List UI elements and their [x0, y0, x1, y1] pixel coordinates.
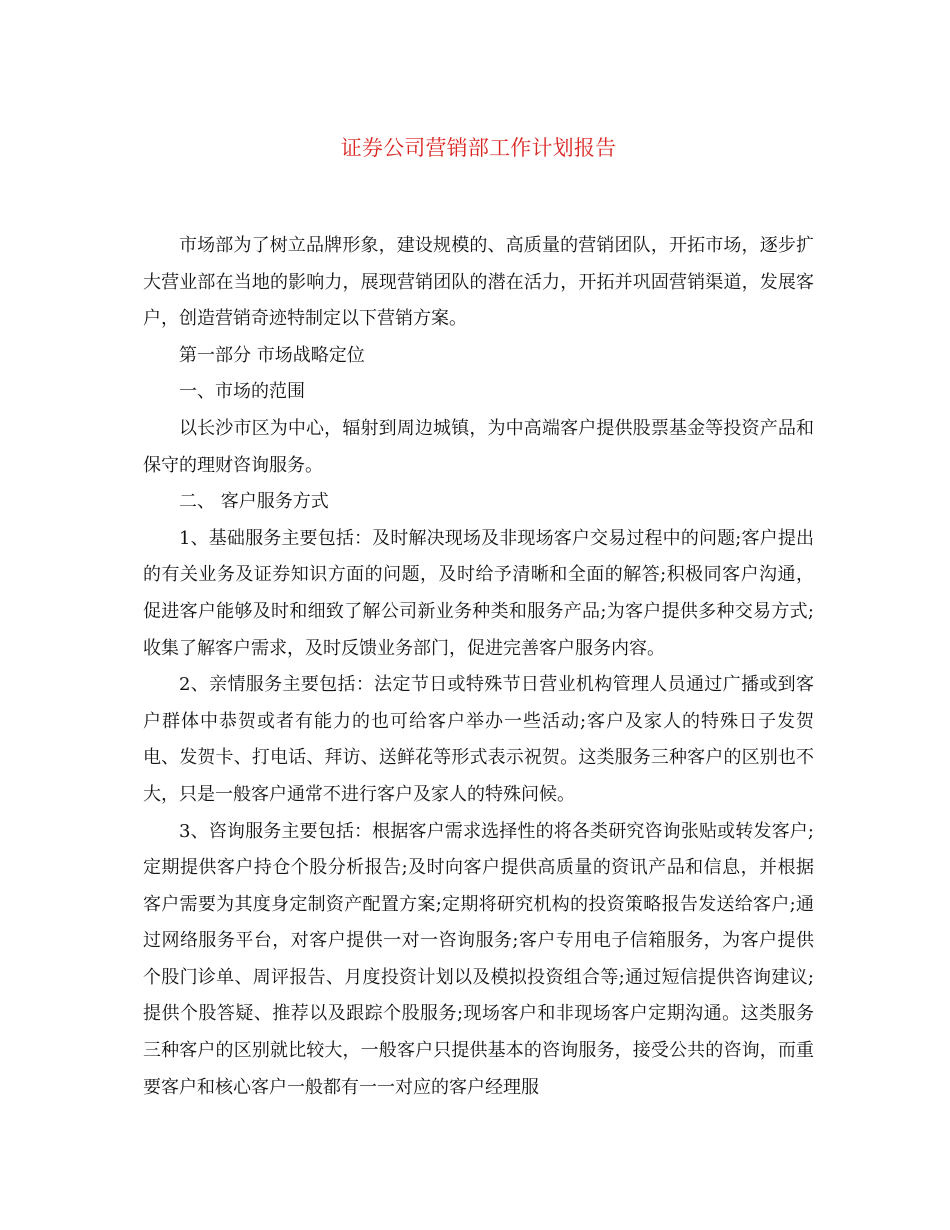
paragraph-section-two-heading: 二、 客户服务方式	[179, 491, 329, 513]
paragraph-basic-service: 1、基础服务主要包括：及时解决现场及非现场客户交易过程中的问题;客户提出的有关业务及证券知识方面的问题，及时给予清晰和全面的解答;积极同客户沟通，促进客户能够及时和细致了解公司新业务种类和服务产品;为客户提供多种交易方式;收集了解客户需求，及时反馈业务部门，促进完善客户服务内容。	[143, 527, 814, 659]
document-title: 证券公司营销部工作计划报告	[340, 136, 617, 160]
paragraph-family-service: 2、亲情服务主要包括：法定节日或特殊节日营业机构管理人员通过广播或到客户群体中恭贺或者有能力的也可给客户举办一些活动;客户及家人的特殊日子发贺电、发贺卡、打电话、拜访、送鲜花等形式表示祝贺。这类服务三种客户的区别也不大，只是一般客户通常不进行客户及家人的特殊问候。	[143, 674, 814, 805]
paragraph-consulting-service: 3、咨询服务主要包括：根据客户需求选择性的将各类研究咨询张贴或转发客户;定期提供客户持仓个股分析报告;及时向客户提供高质量的资讯产品和信息，并根据客户需要为其度身定制资产配置方案;定期将研究机构的投资策略报告发送给客户;通过网络服务平台，对客户提供一对一咨询服务;客户专用电子信箱服务，为客户提供个股门诊单、周评报告、月度投资计划以及模拟投资组合等;通过短信提供咨询建议;提供个股答疑、推荐以及跟踪个股服务;现场客户和非现场客户定期沟通。这类服务三种客户的区别就比较大，一般客户只提供基本的咨询服务，接受公共的咨询，而重要客户和核心客户一般都有一一对应的客户经理服	[143, 820, 814, 1098]
paragraph-market-scope: 以长沙市区为中心，辐射到周边城镇，为中高端客户提供股票基金等投资产品和保守的理财咨询服务。	[143, 417, 814, 476]
paragraph-intro: 市场部为了树立品牌形象，建设规模的、高质量的营销团队，开拓市场，逐步扩大营业部在当地的影响力，展现营销团队的潜在活力，开拓并巩固营销渠道，发展客户，创造营销奇迹特制定以下营销方案。	[143, 235, 814, 330]
paragraph-part-one-heading: 第一部分 市场战略定位	[179, 344, 365, 366]
paragraph-section-one-heading: 一、市场的范围	[179, 381, 305, 403]
